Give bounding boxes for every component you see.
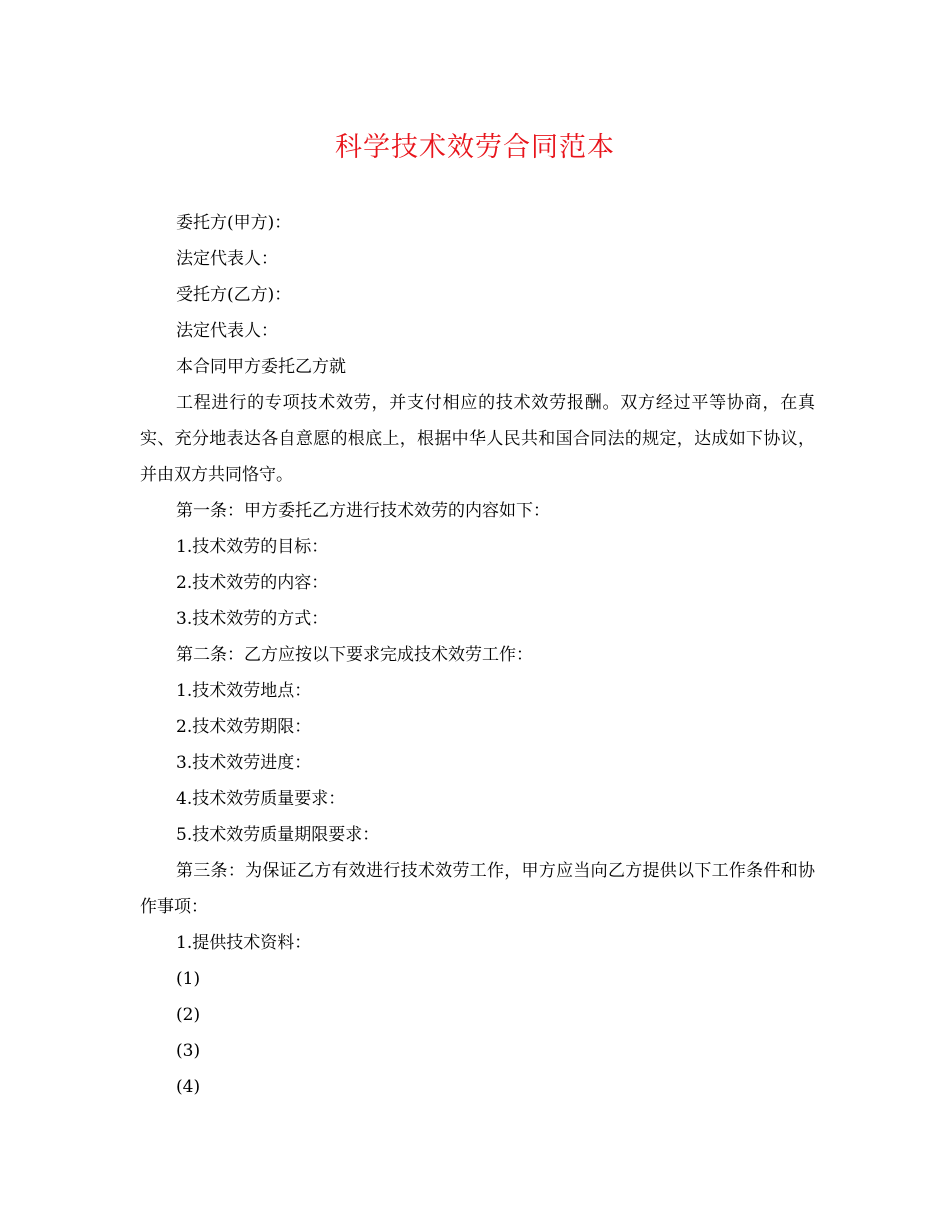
paragraph-party-a-representative: 法定代表人： <box>176 249 278 269</box>
article-3-subitem-2: (2) <box>176 1005 201 1025</box>
paragraph-preamble: 工程进行的专项技术效劳，并支付相应的技术效劳报酬。双方经过平等协商，在真实、充分地表达各自意愿的根底上，根据中华人民共和国合同法的规定，达成如下协议，并由双方共同恪守。 <box>140 393 815 485</box>
article-1-heading: 第一条：甲方委托乙方进行技术效劳的内容如下： <box>176 501 550 521</box>
paragraph-party-b: 受托方(乙方)： <box>176 285 292 305</box>
article-2-item-2: 2.技术效劳期限： <box>176 717 312 737</box>
article-2-heading: 第二条：乙方应按以下要求完成技术效劳工作： <box>176 645 533 665</box>
article-2-item-4: 4.技术效劳质量要求： <box>176 789 346 809</box>
article-2-item-5: 5.技术效劳质量期限要求： <box>176 825 380 845</box>
article-3-heading: 第三条：为保证乙方有效进行技术效劳工作，甲方应当向乙方提供以下工作条件和协作事项： <box>140 861 815 917</box>
article-3-subitem-3: (3) <box>176 1041 201 1061</box>
document-title: 科学技术效劳合同范本 <box>335 132 615 163</box>
paragraph-party-b-representative: 法定代表人： <box>176 321 278 341</box>
article-1-item-1: 1.技术效劳的目标： <box>176 537 329 557</box>
article-2-item-3: 3.技术效劳进度： <box>176 753 312 773</box>
document-body <box>140 205 815 1105</box>
paragraph-party-a: 委托方(甲方)： <box>176 213 292 233</box>
article-2-item-1: 1.技术效劳地点： <box>176 681 312 701</box>
paragraph-commission: 本合同甲方委托乙方就 <box>176 357 346 377</box>
article-1-item-3: 3.技术效劳的方式： <box>176 609 329 629</box>
article-3-subitem-1: (1) <box>176 969 201 989</box>
article-1-item-2: 2.技术效劳的内容： <box>176 573 329 593</box>
article-3-item-1: 1.提供技术资料： <box>176 933 312 953</box>
article-3-subitem-4: (4) <box>176 1077 201 1097</box>
